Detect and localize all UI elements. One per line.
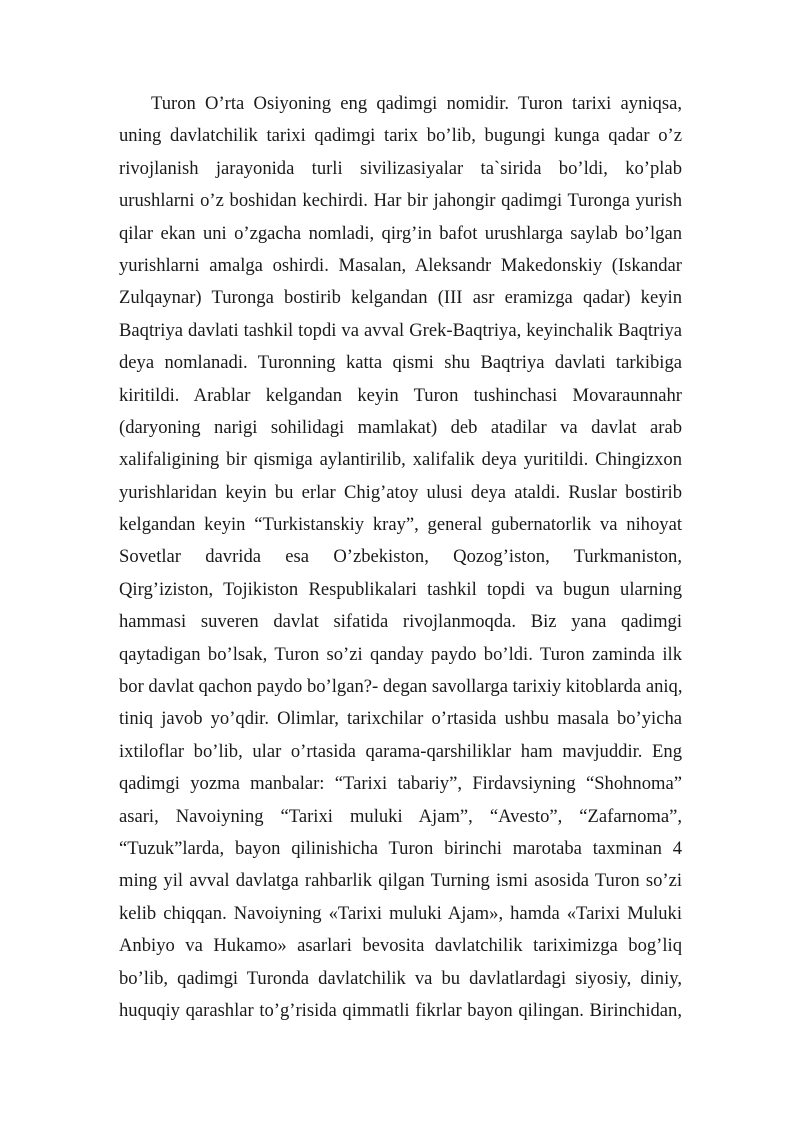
text-line: Sovetlar davrida esa O’zbekiston, Qozog’iston, Turkmaniston, <box>119 546 682 568</box>
text-line: ixtiloflar bo’lib, ular o’rtasida qarama-qarshiliklar ham mavjuddir. Eng <box>119 740 682 762</box>
text-line: urushlarni o’z boshidan kechirdi. Har bir jahongir qadimgi Turonga yurish <box>119 190 682 212</box>
text-line: huquqiy qarashlar to’g’risida qimmatli fikrlar bayon qilingan. Birinchidan, <box>119 999 682 1021</box>
text-line: kiritildi. Arablar kelgandan keyin Turon tushinchasi Movaraunnahr <box>119 384 682 406</box>
text-line: yurishlarni amalga oshirdi. Masalan, Aleksandr Makedonskiy (Iskandar <box>119 254 682 276</box>
text-line: hammasi suveren davlat sifatida rivojlanmoqda. Biz yana qadimgi <box>119 611 682 633</box>
text-line: xalifaligining bir qismiga aylantirilib, xalifalik deya yuritildi. Chingizxon <box>119 449 682 471</box>
text-line: bor davlat qachon paydo bo’lgan?- degan savollarga tarixiy kitoblarda aniq, <box>119 676 683 698</box>
text-line: bo’lib, qadimgi Turonda davlatchilik va bu davlatlardagi siyosiy, diniy, <box>119 967 682 989</box>
text-line: deya nomlanadi. Turonning katta qismi shu Baqtriya davlati tarkibiga <box>119 352 682 374</box>
text-line: kelib chiqqan. Navoiyning «Tarixi muluki Ajam», hamda «Tarixi Muluki <box>119 902 682 924</box>
text-line: “Tuzuk”larda, bayon qilinishicha Turon birinchi marotaba taxminan 4 <box>119 837 682 859</box>
text-line: Qirg’iziston, Tojikiston Respublikalari tashkil topdi va bugun ularning <box>119 578 682 600</box>
text-line: rivojlanish jarayonida turli sivilizasiyalar ta`sirida bo’ldi, ko’plab <box>119 157 682 179</box>
text-line: qaytadigan bo’lsak, Turon so’zi qanday paydo bo’ldi. Turon zaminda ilk <box>119 643 682 665</box>
text-line: ming yil avval davlatga rahbarlik qilgan Turning ismi asosida Turon so’zi <box>119 870 682 892</box>
text-line: qadimgi yozma manbalar: “Tarixi tabariy”, Firdavsiyning “Shohnoma” <box>119 773 682 795</box>
text-line: yurishlaridan keyin bu erlar Chig’atoy ulusi deya ataldi. Ruslar bostirib <box>119 481 682 503</box>
text-line: asari, Navoiyning “Tarixi muluki Ajam”, “Avesto”, “Zafarnoma”, <box>119 805 682 827</box>
text-line: Anbiyo va Hukamo» asarlari bevosita davlatchilik tariximizga bog’liq <box>119 935 682 957</box>
text-line: Baqtriya davlati tashkil topdi va avval Grek-Baqtriya, keyinchalik Baqtriya <box>119 319 682 341</box>
paragraph <box>119 88 682 1027</box>
text-line: tiniq javob yo’qdir. Olimlar, tarixchilar o’rtasida ushbu masala bo’yicha <box>119 708 682 730</box>
text-line: qilar ekan uni o’zgacha nomladi, qirg’in bafot urushlarga saylab bo’lgan <box>119 222 682 244</box>
text-line: Turon O’rta Osiyoning eng qadimgi nomidir. Turon tarixi ayniqsa, <box>151 93 682 114</box>
text-line: kelgandan keyin “Turkistanskiy kray”, general gubernatorlik va nihoyat <box>119 514 682 536</box>
text-line: Zulqaynar) Turonga bostirib kelgandan (III asr eramizga qadar) keyin <box>119 287 682 309</box>
text-line: (daryoning narigi sohilidagi mamlakat) deb atadilar va davlat arab <box>119 416 682 438</box>
text-line: uning davlatchilik tarixi qadimgi tarix bo’lib, bugungi kunga qadar o’z <box>119 125 682 147</box>
